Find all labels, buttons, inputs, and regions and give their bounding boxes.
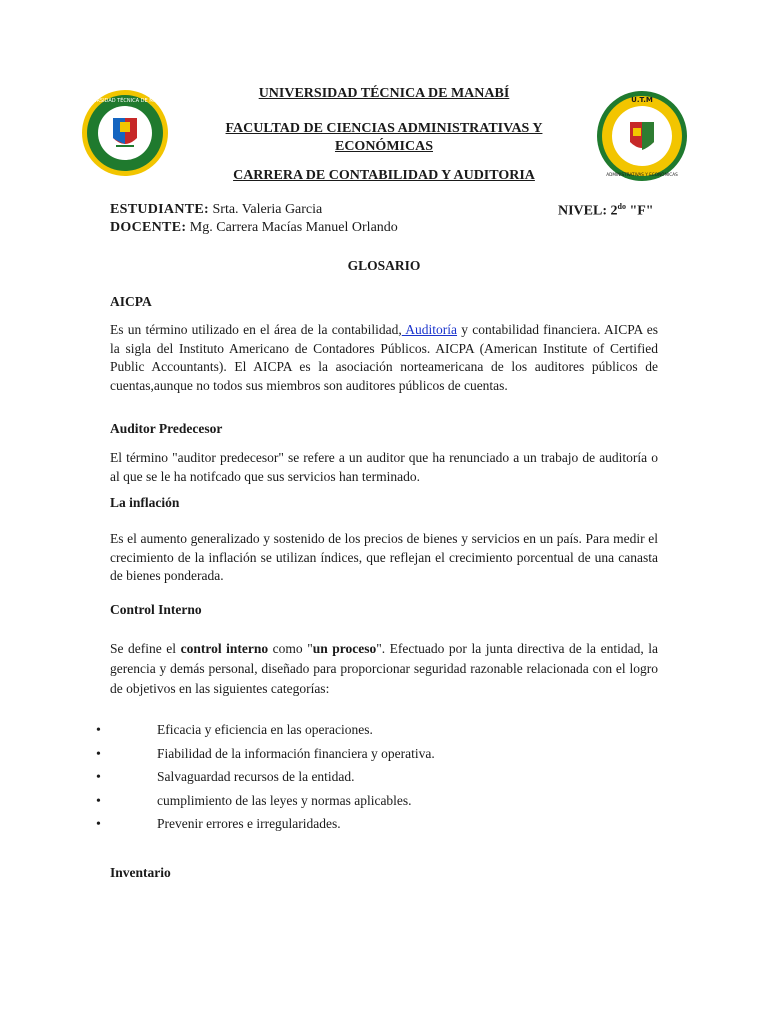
control-text-1: Se define el (110, 641, 181, 656)
control-interno-heading: Control Interno (110, 602, 202, 617)
auditoria-link[interactable]: Auditoría (401, 322, 458, 337)
faculty-name (170, 120, 598, 156)
student-line (110, 202, 322, 218)
teacher-value: Mg. Carrera Macías Manuel Orlando (186, 220, 398, 235)
student-value: Srta. Valeria Garcia (209, 202, 323, 217)
list-item (96, 746, 656, 770)
list-item-text: Eficacia y eficiencia en las operaciones. (157, 722, 373, 737)
level-sup: do (617, 202, 626, 211)
control-bold-1: control interno (180, 641, 269, 656)
inflacion-paragraph: Es el aumento generalizado y sostenido de los precios de bienes y servicios en un país. Para medir el crecimiento de la inflación se utilizan índices, que reflejan el crecimiento porcentual de una canasta de bienes ponderada. (110, 531, 658, 583)
list-item-text: Prevenir errores e irregularidades. (157, 816, 341, 831)
university-seal-logo (80, 88, 170, 178)
level-group: "F" (625, 203, 654, 219)
aicpa-paragraph (110, 321, 658, 395)
teacher-line (110, 220, 398, 236)
faculty-name-line2: ECONÓMICAS (334, 139, 433, 154)
aicpa-text-1: Es un término utilizado en el área de la contabilidad, (110, 322, 402, 337)
list-item (96, 769, 656, 793)
svg-text:ADMINISTRATIVAS Y ECONÓMICAS: ADMINISTRATIVAS Y ECONÓMICAS (606, 172, 678, 177)
control-categories-list (96, 722, 656, 840)
page-title: GLOSARIO (347, 258, 421, 273)
bullet-icon: • (96, 793, 101, 809)
svg-text:U.T.M: U.T.M (631, 96, 653, 104)
bullet-icon: • (96, 817, 101, 832)
list-item (96, 722, 656, 746)
university-name: UNIVERSIDAD TÉCNICA DE MANABÍ (258, 86, 510, 101)
list-item-text: Salvaguardad recursos de la entidad. (157, 769, 355, 784)
bullet-icon: • (96, 746, 101, 762)
aicpa-heading: AICPA (110, 294, 152, 309)
inventario-heading: Inventario (110, 865, 171, 880)
student-label: ESTUDIANTE: (110, 202, 209, 217)
svg-text:UNIVERSIDAD TÉCNICA DE MANABÍ: UNIVERSIDAD TÉCNICA DE MANABÍ (80, 98, 170, 104)
inflacion-heading: La inflación (110, 495, 180, 510)
control-bold-2: un proceso (312, 641, 377, 656)
auditor-predecesor-heading: Auditor Predecesor (110, 421, 223, 436)
bullet-icon: • (96, 723, 101, 738)
control-text-2: como " (268, 641, 313, 656)
teacher-label: DOCENTE: (110, 220, 187, 235)
list-item-text: cumplimiento de las leyes y normas aplicables. (157, 792, 412, 808)
control-interno-paragraph (110, 639, 658, 699)
career-name: CARRERA DE CONTABILIDAD Y AUDITORIA (233, 168, 535, 183)
level-label: NIVEL: 2 (558, 203, 618, 219)
list-item-text: Fiabilidad de la información financiera y operativa. (157, 745, 435, 761)
list-item (96, 816, 656, 840)
bullet-icon: • (96, 770, 101, 785)
faculty-name-line1: FACULTAD DE CIENCIAS ADMINISTRATIVAS Y (225, 121, 543, 136)
control-text-3: ". Efectuado por la junta directiva de la entidad, la gerencia y demás personal, diseñado para proporcionar seguridad razonable relacionada con el logro de objetivos en las siguientes categorías: (110, 641, 658, 696)
faculty-seal-logo (596, 90, 688, 182)
aicpa-text-2: y contabilidad financiera. AICPA es la sigla del Instituto Americano de Contadores Públicos. AICPA (American Institute of Certified Public Accountants). El AICPA es la asociación norteamericana de los auditores públicos de cuentas,aunque no todos sus miembros son auditores públicos de cuentas. (110, 322, 658, 393)
auditor-predecesor-paragraph: El término "auditor predecesor" se refere a un auditor que ha renunciado a un trabajo de auditoría o al que se le ha notifcado que sus servicios han terminado. (110, 450, 658, 484)
list-item (96, 793, 656, 817)
level-line (558, 202, 654, 220)
